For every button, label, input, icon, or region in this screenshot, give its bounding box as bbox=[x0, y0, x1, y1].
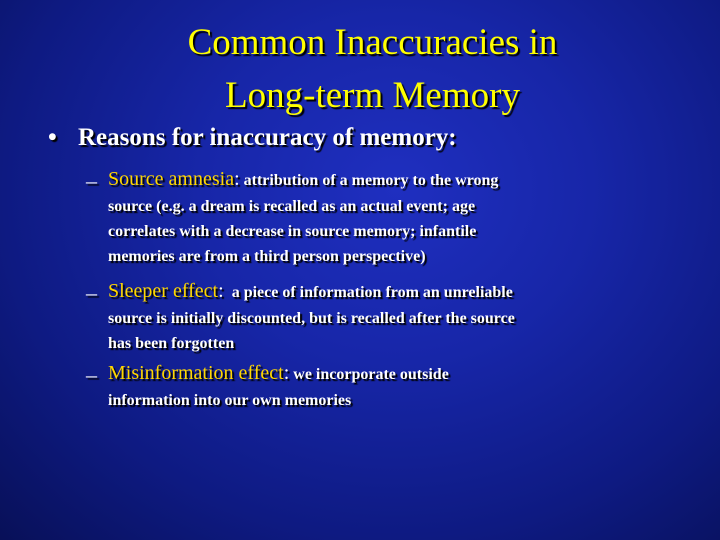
subpoint-first-line: a piece of information from an unreliable bbox=[231, 284, 513, 301]
subpoint-term: Source amnesia bbox=[108, 168, 235, 190]
dash-icon: – bbox=[86, 362, 97, 387]
dash-icon: – bbox=[86, 280, 97, 305]
subpoint-term: Misinformation effect bbox=[108, 362, 284, 384]
subpoint-line: information into our own memories bbox=[108, 392, 352, 409]
main-bullet-text: Reasons for inaccuracy of memory: bbox=[78, 124, 457, 151]
slide-title-line-1: Common Inaccuracies in bbox=[187, 22, 558, 63]
subpoint-line: correlates with a decrease in source memory; infantile bbox=[108, 223, 477, 240]
subpoint-misinformation-effect bbox=[86, 362, 646, 413]
subpoint-line: memories are from a third person perspective) bbox=[108, 248, 426, 265]
slide-title-line-2: Long-term Memory bbox=[225, 75, 520, 116]
subpoint-line: has been forgotten bbox=[108, 335, 235, 352]
subpoint-colon: : bbox=[234, 168, 240, 190]
slide-title bbox=[0, 16, 720, 122]
subpoint-source-amnesia bbox=[86, 168, 646, 269]
bullet-icon: • bbox=[48, 124, 57, 151]
subpoint-colon: : bbox=[218, 280, 224, 302]
subpoint-line: source is initially discounted, but is recalled after the source bbox=[108, 310, 515, 327]
subpoint-first-line: attribution of a memory to the wrong bbox=[243, 172, 499, 189]
subpoint-sleeper-effect bbox=[86, 280, 646, 356]
dash-icon: – bbox=[86, 168, 97, 193]
main-bullet bbox=[48, 124, 688, 152]
subpoint-colon: : bbox=[283, 362, 290, 384]
subpoint-term: Sleeper effect bbox=[108, 280, 219, 302]
subpoint-first-line: we incorporate outside bbox=[293, 366, 449, 383]
subpoint-line: source (e.g. a dream is recalled as an actual event; age bbox=[108, 198, 476, 215]
